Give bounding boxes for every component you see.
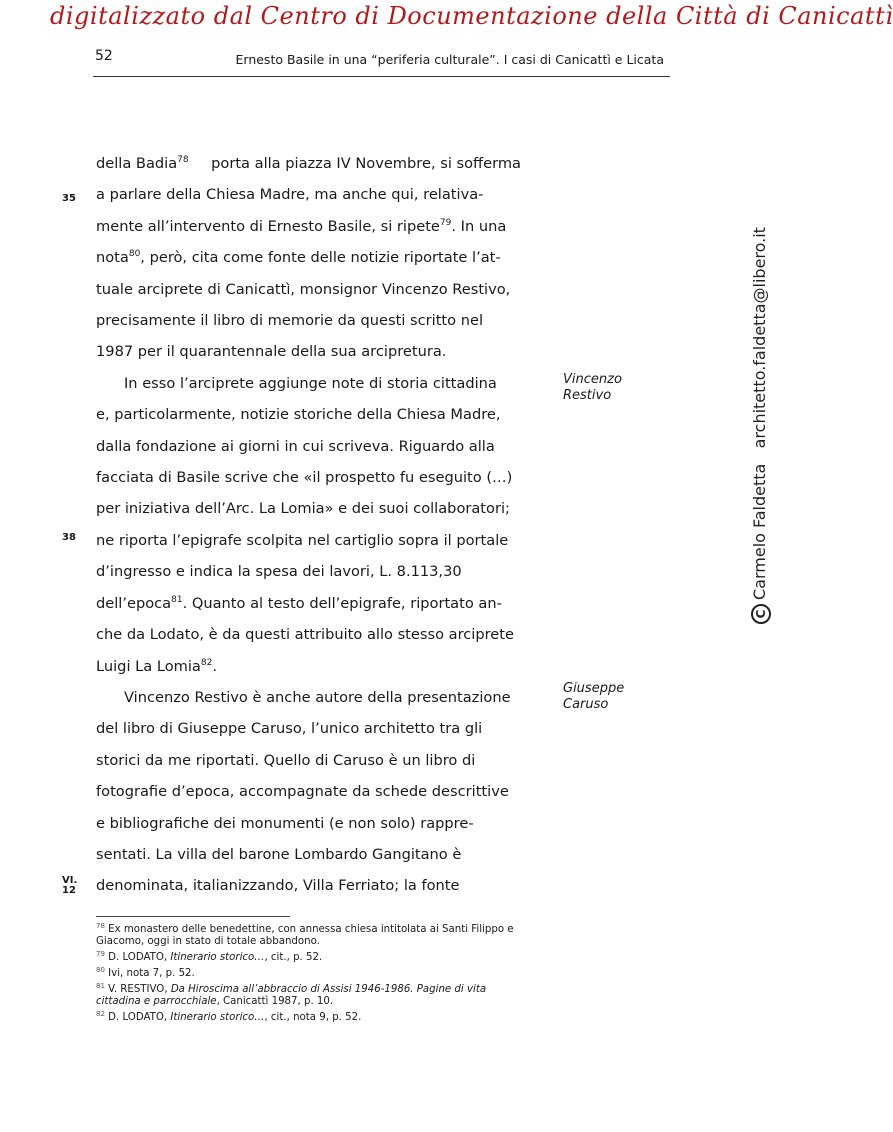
- body-line: [96, 148, 521, 179]
- body-line: [96, 839, 521, 870]
- body-line: [96, 431, 521, 462]
- footnote-ref: 80: [128, 249, 141, 260]
- text: Vincenzo Restivo è anche autore della presentazione: [124, 688, 511, 706]
- footnote-text: D. LODATO,: [108, 1012, 171, 1023]
- side-note-restivo: [563, 372, 622, 404]
- text: precisamente il libro di memorie da questi scritto nel: [96, 312, 483, 330]
- body-line: [96, 713, 521, 744]
- running-title: Ernesto Basile in una “periferia culturale”. I casi di Canicattì e Licata: [235, 52, 664, 67]
- watermark-text: Carmelo Faldetta architetto.faldetta@libero.it: [750, 227, 769, 600]
- body-line: [96, 336, 521, 367]
- side-note-line: Caruso: [563, 697, 609, 712]
- text: del libro di Giuseppe Caruso, l’unico architetto tra gli: [96, 720, 483, 738]
- footnote-ref: 78: [177, 155, 189, 165]
- text: nota: [96, 249, 129, 267]
- footnote-number: 81: [96, 982, 105, 990]
- margin-number-12: 12: [62, 885, 76, 896]
- body-line: [96, 525, 521, 556]
- text: . Quanto al testo dell’epigrafe, riportato an-: [182, 594, 502, 612]
- footnote-text: , cit., nota 9, p. 52.: [264, 1012, 362, 1023]
- text: e bibliografiche dei monumenti (e non solo) rappre-: [96, 814, 474, 832]
- footnote-text: Ex monastero delle benedettine, con annessa chiesa intitolata ai Santi Filippo e Giacomo, oggi in stato di totale abbandono.: [96, 924, 514, 947]
- text: denominata, italianizzando, Villa Ferriato; la fonte: [96, 877, 460, 895]
- text: .: [212, 657, 217, 675]
- side-note-line: Giuseppe: [563, 681, 625, 696]
- body-line: [96, 462, 521, 493]
- header-rule: [93, 76, 670, 77]
- text: , però, cita come fonte delle notizie riportate l’at-: [140, 249, 501, 267]
- body-line: [96, 651, 521, 682]
- footnote-text: , cit., p. 52.: [264, 952, 323, 963]
- body-text: [96, 148, 521, 902]
- copyright-icon: C: [751, 604, 771, 624]
- footnote-82: [96, 1012, 522, 1024]
- body-line: [96, 808, 521, 839]
- text: Luigi La Lomia: [96, 657, 201, 675]
- text: tuale arciprete di Canicattì, monsignor Vincenzo Restivo,: [96, 280, 511, 298]
- footnote-rule: [96, 916, 290, 917]
- footnote-78: [96, 924, 522, 948]
- text: a parlare della Chiesa Madre, ma anche qui, relativa-: [96, 186, 484, 204]
- text: per iniziativa dell’Arc. La Lomia» e dei suoi collaboratori;: [96, 500, 510, 518]
- body-line: [96, 776, 521, 807]
- side-note-caruso: [563, 681, 624, 713]
- text: che da Lodato, è da questi attribuito allo stesso arciprete: [96, 626, 514, 644]
- footnotes: [96, 924, 522, 1028]
- text: della Badia: [96, 155, 178, 172]
- footnote-79: [96, 952, 522, 964]
- footnote-title: Itinerario storico…: [170, 952, 265, 963]
- text: ne riporta l’epigrafe scolpita nel cartiglio sopra il portale: [96, 531, 509, 549]
- text: porta alla piazza IV Novembre, si sofferma: [211, 155, 521, 172]
- footnote-number: 82: [96, 1010, 105, 1018]
- body-line: [96, 179, 521, 210]
- footnote-number: 78: [96, 922, 105, 930]
- side-note-line: Vincenzo: [563, 372, 622, 387]
- body-line: [96, 399, 521, 430]
- text: sentati. La villa del barone Lombardo Gangitano è: [96, 845, 462, 863]
- text: In esso l’arciprete aggiunge note di storia cittadina: [124, 374, 497, 392]
- footnote-text: V. RESTIVO,: [108, 984, 171, 995]
- footnote-text: D. LODATO,: [108, 952, 171, 963]
- text: e, particolarmente, notizie storiche della Chiesa Madre,: [96, 406, 501, 424]
- footnote-text: , Canicattì 1987, p. 10.: [216, 996, 334, 1007]
- page-number: 52: [95, 48, 113, 64]
- footnote-title: Da Hiroscima all’abbraccio di Assisi 1946-1986. Pagine di vita cittadina e parrocchiale: [96, 984, 487, 1007]
- text: facciata di Basile scrive che «il prospetto fu eseguito (…): [96, 469, 513, 487]
- text: dell’epoca: [96, 594, 172, 612]
- body-line: [96, 588, 521, 619]
- footnote-ref: 79: [439, 217, 452, 228]
- text: fotografie d’epoca, accompagnate da schede descrittive: [96, 783, 509, 801]
- footnote-number: 80: [96, 966, 105, 974]
- text: 1987 per il quarantennale della sua arcipretura.: [96, 343, 447, 361]
- margin-number-vi: VI.: [62, 875, 78, 886]
- digitization-banner: digitalizzato dal Centro di Documentazione della Città di Canicattì: [50, 2, 893, 30]
- body-line: [96, 745, 521, 776]
- margin-number-35: 35: [62, 193, 76, 204]
- vertical-watermark: [730, 227, 770, 624]
- footnote-number: 79: [96, 950, 105, 958]
- text: dalla fondazione ai giorni in cui scriveva. Riguardo alla: [96, 437, 495, 455]
- body-line: [96, 556, 521, 587]
- footnote-80: [96, 968, 522, 980]
- body-line: [96, 870, 521, 901]
- text: mente all’intervento di Ernesto Basile, si ripete: [96, 217, 440, 235]
- body-line: [96, 493, 521, 524]
- body-line: [96, 242, 521, 273]
- footnote-text: Ivi, nota 7, p. 52.: [108, 968, 195, 979]
- side-note-line: Restivo: [563, 388, 612, 403]
- footnote-ref: 81: [171, 594, 183, 605]
- body-line: [96, 305, 521, 336]
- body-line: [96, 211, 521, 242]
- body-line: [96, 368, 521, 399]
- text: . In una: [451, 217, 507, 235]
- footnote-title: Itinerario storico…: [170, 1012, 265, 1023]
- footnote-81: [96, 984, 522, 1008]
- margin-number-38: 38: [62, 532, 76, 543]
- body-line: [96, 619, 521, 650]
- body-line: [96, 274, 521, 305]
- text: d’ingresso e indica la spesa dei lavori, L. 8.113,30: [96, 563, 462, 581]
- text: storici da me riportati. Quello di Caruso è un libro di: [96, 751, 476, 769]
- body-line: [96, 682, 521, 713]
- body-segment: [96, 148, 189, 179]
- footnote-ref: 82: [200, 657, 213, 668]
